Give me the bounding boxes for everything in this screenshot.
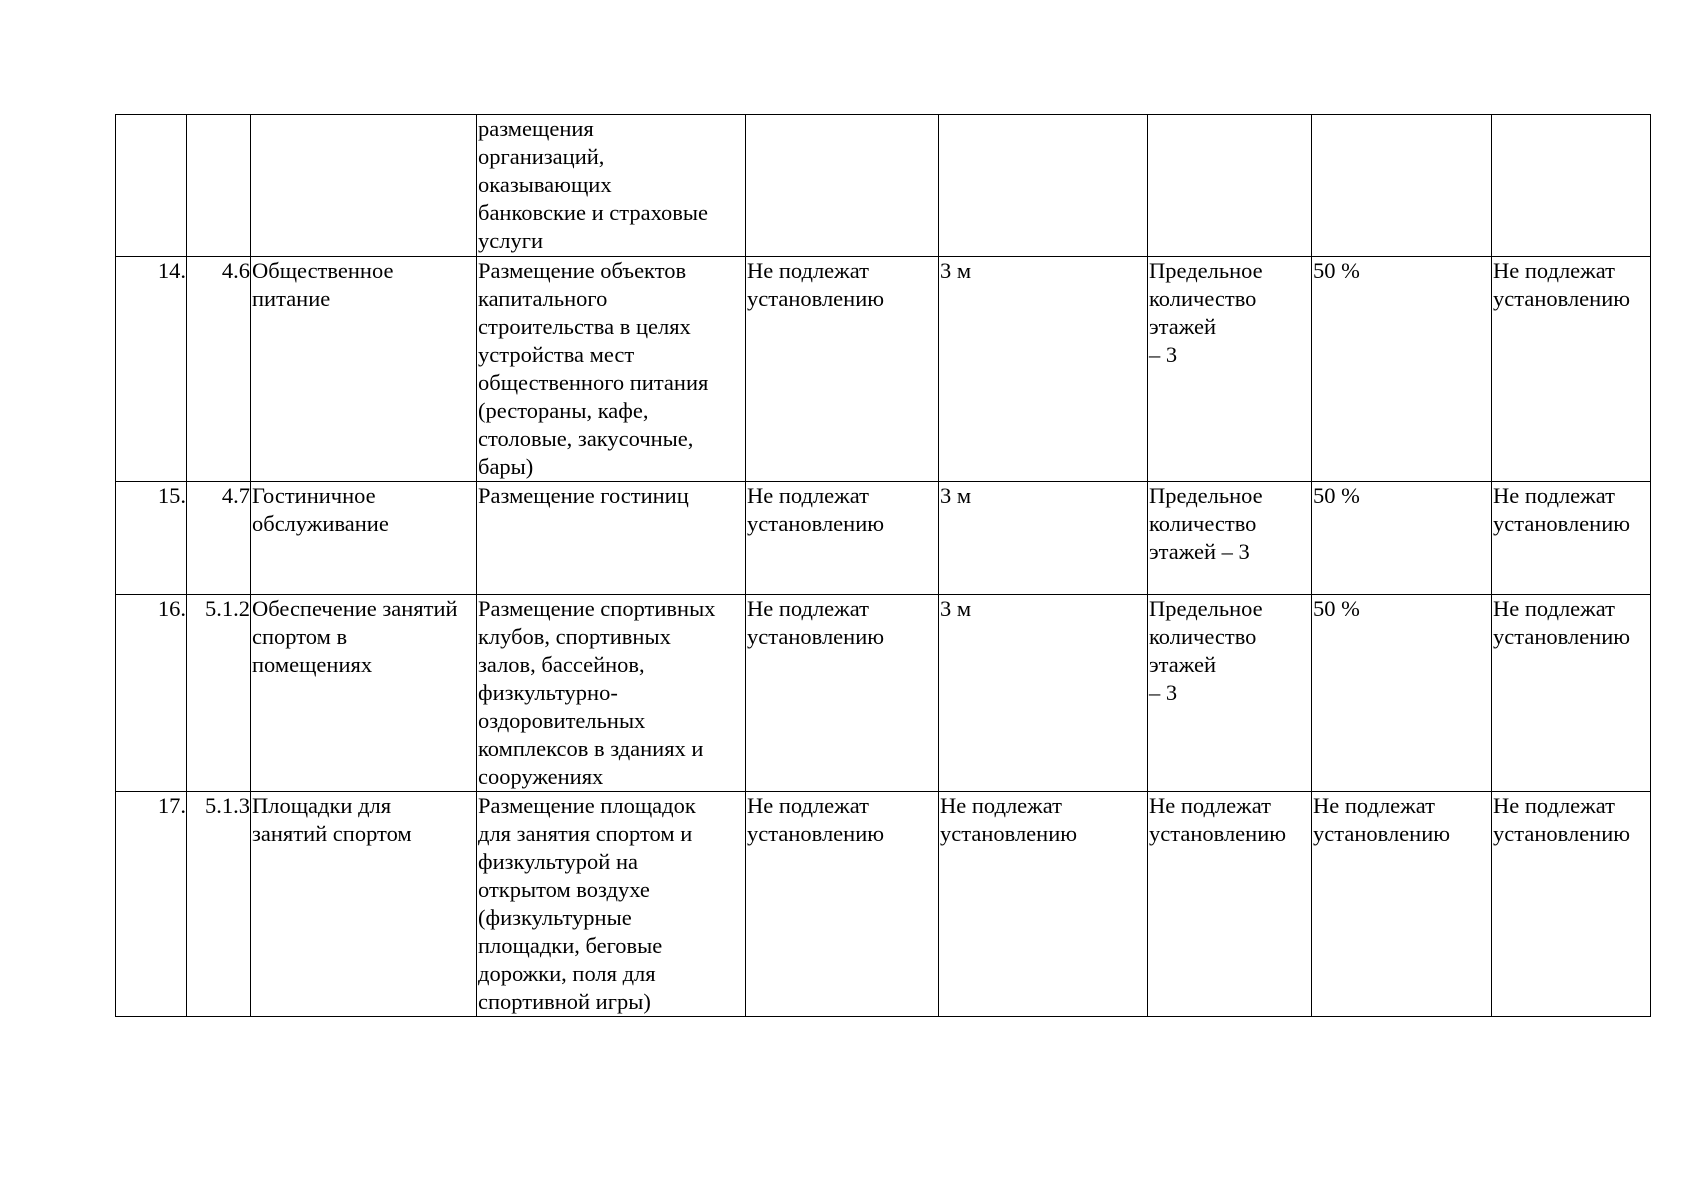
- land-use-regulations-table: [115, 114, 1651, 1017]
- cell-code: 4.6: [187, 257, 251, 482]
- cell-number: 14.: [116, 257, 187, 482]
- cell-code: 4.7: [187, 482, 251, 595]
- cell-code: 5.1.2: [187, 595, 251, 792]
- table-row: [116, 792, 1651, 1017]
- cell-building-percent: 50 %: [1312, 257, 1492, 482]
- cell-min-indent: Не подлежат установлению: [939, 792, 1148, 1017]
- cell-other: [1492, 115, 1651, 257]
- cell-code: [187, 115, 251, 257]
- table-row: [116, 482, 1651, 595]
- cell-min-indent: 3 м: [939, 595, 1148, 792]
- cell-use-name: Общественное питание: [251, 257, 477, 482]
- cell-floors: Не подлежат установлению: [1148, 792, 1312, 1017]
- cell-floors: Предельное количество этажей – 3: [1148, 595, 1312, 792]
- cell-floors: Предельное количество этажей – 3: [1148, 257, 1312, 482]
- cell-other: Не подлежат установлению: [1492, 595, 1651, 792]
- cell-plot-size: Не подлежат установлению: [746, 482, 939, 595]
- cell-use-description: Размещение спортивных клубов, спортивных залов, бассейнов, физкультурно- оздоровительных комплексов в зданиях и сооружениях: [477, 595, 746, 792]
- cell-use-name: [251, 115, 477, 257]
- cell-building-percent: 50 %: [1312, 482, 1492, 595]
- cell-use-name: Обеспечение занятий спортом в помещениях: [251, 595, 477, 792]
- cell-plot-size: Не подлежат установлению: [746, 595, 939, 792]
- cell-number: [116, 115, 187, 257]
- cell-other: Не подлежат установлению: [1492, 257, 1651, 482]
- cell-plot-size: [746, 115, 939, 257]
- table-row: [116, 257, 1651, 482]
- cell-other: Не подлежат установлению: [1492, 792, 1651, 1017]
- cell-plot-size: Не подлежат установлению: [746, 792, 939, 1017]
- cell-number: 15.: [116, 482, 187, 595]
- cell-building-percent: [1312, 115, 1492, 257]
- cell-use-name: Гостиничное обслуживание: [251, 482, 477, 595]
- cell-min-indent: [939, 115, 1148, 257]
- table-row: [116, 115, 1651, 257]
- cell-floors: Предельное количество этажей – 3: [1148, 482, 1312, 595]
- cell-min-indent: 3 м: [939, 482, 1148, 595]
- cell-other: Не подлежат установлению: [1492, 482, 1651, 595]
- table-row: [116, 595, 1651, 792]
- cell-floors: [1148, 115, 1312, 257]
- cell-building-percent: 50 %: [1312, 595, 1492, 792]
- cell-use-description: Размещение площадок для занятия спортом и физкультурой на открытом воздухе (физкультурные площадки, беговые дорожки, поля для спортивной игры): [477, 792, 746, 1017]
- cell-code: 5.1.3: [187, 792, 251, 1017]
- cell-building-percent: Не подлежат установлению: [1312, 792, 1492, 1017]
- cell-use-description: размещения организаций, оказывающих банковские и страховые услуги: [477, 115, 746, 257]
- cell-use-description: Размещение объектов капитального строительства в целях устройства мест общественного питания (рестораны, кафе, столовые, закусочные, бары): [477, 257, 746, 482]
- cell-use-description: Размещение гостиниц: [477, 482, 746, 595]
- cell-plot-size: Не подлежат установлению: [746, 257, 939, 482]
- cell-min-indent: 3 м: [939, 257, 1148, 482]
- cell-number: 16.: [116, 595, 187, 792]
- cell-number: 17.: [116, 792, 187, 1017]
- cell-use-name: Площадки для занятий спортом: [251, 792, 477, 1017]
